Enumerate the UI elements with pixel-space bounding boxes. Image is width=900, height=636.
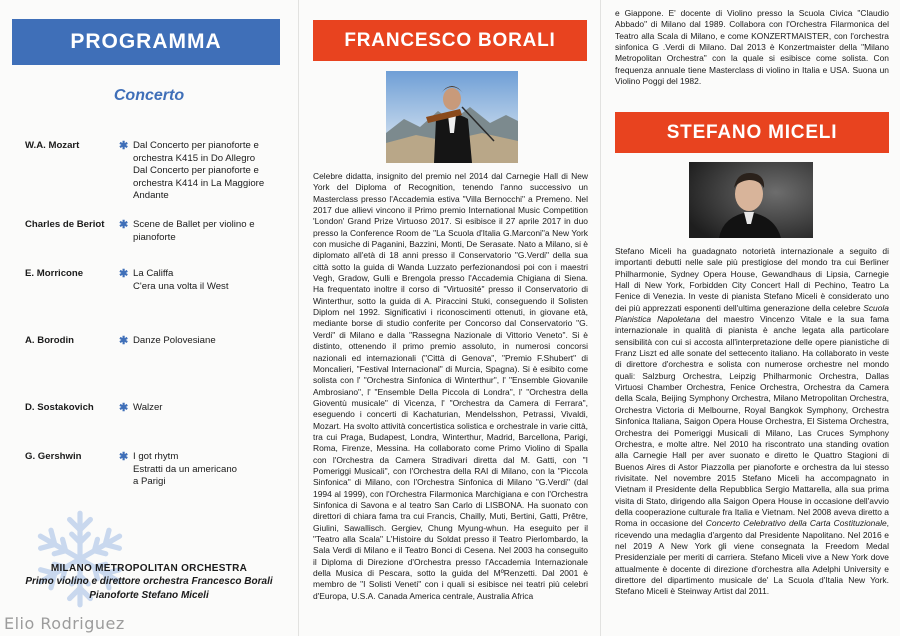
bio-text: Stefano Miceli ha guadagnato notorietà internazionale a seguito di importanti debutti nelle sale più prestigiose del mondo tra cui Berliner Philharmonie, Sydney Opera House, Gewandhaus di Lipsia, Carnegie Hall di New York, Forbidden City Concert Hall di Pechino, Teatro La Fenice di Venezia. In veste di pianista Stefano Miceli è considerato uno dei più apprezzati esponenti dell'ultima generazione della celebre [615,246,889,313]
asterisk-icon: ✱ [119,335,129,347]
concerto-title: Concerto [113,87,185,104]
piece-title: La Califfa C'era una volta il West [133,268,229,292]
bio-italic-text: Concerto Celebrativo della Carta Costituzionale [705,518,887,529]
miceli-biography [615,246,889,598]
piece-title: Danze Polovesiane [133,335,216,346]
asterisk-icon: ✱ [119,140,129,152]
composer-name: Charles de Beriot [25,219,105,230]
miceli-header: STEFANO MICELI [615,112,889,153]
composer-name: D. Sostakovich [25,402,94,413]
bio-text: del maestro Vincenzo Vitale e la sua fama internazionale in qualità di pianista è anche legata alla particolare sensibilità con cui si accosta all'interpretazione delle opere pianistiche di Franz Liszt ed alle sonate del settecento italiano. Ha collaborato in veste di direttore d'orchestra e solista con numerose orchestre nel mondo quali: Salzburg Orchestra, Leipzig Philharmonic Orchestra, Dallas Virtuosi Chamber Orchestra, Fenice Orchestra, Orchestra da Camera della Scala, Beijing Symphony Orchestra, Milano Metropolitan Orchestra, Orchestra Victoria di Melbourne, Royal Bangkok Symphony, Orchestra Sinfonica Italiana, Saigon Opera House Orchestra, El Sistema Orchestra, Orchestra dei Pomeriggi Musicali di Milano, Las Cruces Symphony Orchestra, e molte altre. Nel 2010 ha riscontrato una standing ovation alla Carnegie Hall per aver suonato e diretto le Quattro Stagioni di Buenos Aires di Astor Piazzolla per pianoforte e orchestra da lui stesso rivisitate. Nel novembre 2015 Stefano Miceli ha accompagnato in Vietnam il Presidente della Repubblica Sergio Mattarella, alla sua prima visita di Stato, dirigendo alla Saigon Opera House in occasione dell'avvio della cooperazione culturale fra Italia e Vietnam. Nel 2008 aveva diretto a Roma in occasione del [615,314,890,529]
piece-title: Dal Concerto per pianoforte e orchestra K415 in Do Allegro Dal Concerto per pianoforte e orchestra K414 in La Maggiore Andante [133,140,265,201]
asterisk-icon: ✱ [119,268,129,280]
piece-title: Scene de Ballet per violino e pianoforte [133,219,255,243]
pianist-credit: Pianoforte Stefano Miceli [89,589,209,601]
borali-header: FRANCESCO BORALI [313,20,587,61]
piece-title: I got rhytm Estratti da un americano a Parigi [133,451,237,487]
composer-name: A. Borodin [25,335,75,346]
asterisk-icon: ✱ [119,451,129,463]
borali-panel [298,0,600,636]
piece-title: Walzer [133,402,163,413]
photographer-watermark: Elio Rodriguez [4,614,125,633]
asterisk-icon: ✱ [119,402,129,414]
borali-biography: Celebre didatta, insignito del premio nel 2014 dal Carnegie Hall di New York del Diploma of Recognition, tenendo l'anno successivo un Masterclass presso l'Accademia estiva "Villa Bernocchi" a Premeno. Nel 2017 due allievi vincono il Primo premio International Music Competition 'London' Grand Prize Virtuoso 2017. Si esibisce il 27 aprile 2017 in duo presso la Conference Room de "La Scuola d'Italia G.Marconi"a New York con musiche di Paganini, Bazzini, Monti, De Serasate. Nato a Milano, si è diplomato all'età di 18 anni presso il Conservatorio "G.Verdi" della sua città sotto la guida di Wanda Luzzato perfezionandosi poi con i maestri Vegh, Gradow, Gulli e Brengola presso l'Accademia Chigiana di Siena. Ha frequentato inoltre il corso di "Virtuosité" presso il Conservatorio di Winterthur, sotto la guida di A. Piraccini Stuki, conseguendo il Solisten Diplom nel 1992. Significativi i riconoscimenti ottenuti, in giovane età, mediante borse di studio conferite per Concorso dal Conservatorio "G. Verdi" di Milano e dalla "Rassegna Nazionale di Vittorio Veneto". Si è distinto, ottenendo il primo premio assoluto, in numerosi concorsi nazionali ed internazionali ("Città di Genova", "Premio F.Shubert" di Moncalieri, "Festival Internacional" di Murcia, Spagna). Si è esibito come solista con l' "Orchestra Sinfonica di Winterthur", l' "Ensemble Giovanile Ambrosiano", l' "Ensemble Della Piccola di Londra", l' "Orchestra della Gioventù musicale" di Vicenza, l' "Orchestra da Camera di Ferrara", eseguendo i concerti di Kachaturian, Mendelsshon, Petrassi, Vivaldi, Mozart. Ha svolto attività concertistica solistica e orchestrale in varie città, tra cui Praga, Budapest, Londra, Winterthur, Madrid, Barcellona, Parigi, Roma, Firenze, Messina. Ha collaborato come Primo Violino di Spalla con l'Orchestra da Camera Stradivari diretta dal M. Gatti, con "I Pomeriggi Musicali", con l'Orchestra della RAI di Milano, con la "Piccola Sinfonica" di Milano, con l'Orchestra Sinfonica di Milano "G.Verdi" (dal 1994 al 1999), con l'Orchestra Filarmonica Marchigiana e con l'Orchestra Sinfonica di Savona e al teatro San Carlo di LISBONA. Ha suonato con direttori di chiara fama tra cui Francis, Chailly, Muti, Bertini, Gatti, Prêtre, Giulini, Sawallisch. Gergiev, Chung Myung-whun. Ha eseguito per il "Teatro alla Scala" L'Histoire du Soldat presso il Teatro Pierlombardo, la Sala Verdi di Milano e il Teatro Bonci di Cesena. Nel 2003 ha conseguito il Diploma di Direzione d'Orchestra presso l'Accademia Internazionale della Musica di Pescara, sotto la guida del MºRenzetti. Dal 2001 è membro de "I Solisti Veneti" con i quali si esibisce nei teatri più celebri d'Europa, U.S.A. Canada America centrale, Australia Africa [313,171,588,601]
miceli-panel [600,0,900,636]
orchestra-credits [0,562,298,602]
asterisk-icon: ✱ [119,219,129,231]
borali-biography-continued: e Giappone. E' docente di Violino presso la Scuola Civica "Claudio Abbado" di Milano dal 1989. Collabora con l'Orchestra Filarmonica del Teatro alla Scala di Milano, e come KONZERTMAISTER, con l'orchestra sinfonica G .Verdi di Milano. Dal 2013 è Konzertmaister della "Milano Metropolitan Orchestra" con la quale si esibisce come solista. Con frequenza annuale tiene Masterclass di violino in Italia e USA. Suona un Violino Poggi del 1982. [615,8,889,87]
program-panel [0,0,298,636]
composer-name: E. Morricone [25,268,84,279]
bio-italic-text: Scuola Pianistica Napoletana [615,302,889,325]
orchestra-name: MILANO METROPOLITAN ORCHESTRA [50,563,248,574]
programma-header: PROGRAMMA [12,19,280,65]
bio-text: , ricevendo una medaglia d'argento dal Presidente Napolitano. Nel 2016 e nel 2019 A New York gli viene consegnata la Freedom Medal Presidenziale per meriti di carriera. Stefano Miceli vive a New York dove attualmente è docente di direzione d'orchestra alla Adelphi University e direttore del dipartimento musicale de' La Scuola d'Italia New York. Stefano Miceli è Steinway Artist dal 2011. [615,518,889,597]
composer-name: W.A. Mozart [25,140,80,151]
violinist-photo [386,71,518,163]
conductor-credit: Primo violino e direttore orchestra Francesco Borali [25,576,273,588]
composer-name: G. Gershwin [25,451,82,462]
pianist-photo [689,162,813,238]
